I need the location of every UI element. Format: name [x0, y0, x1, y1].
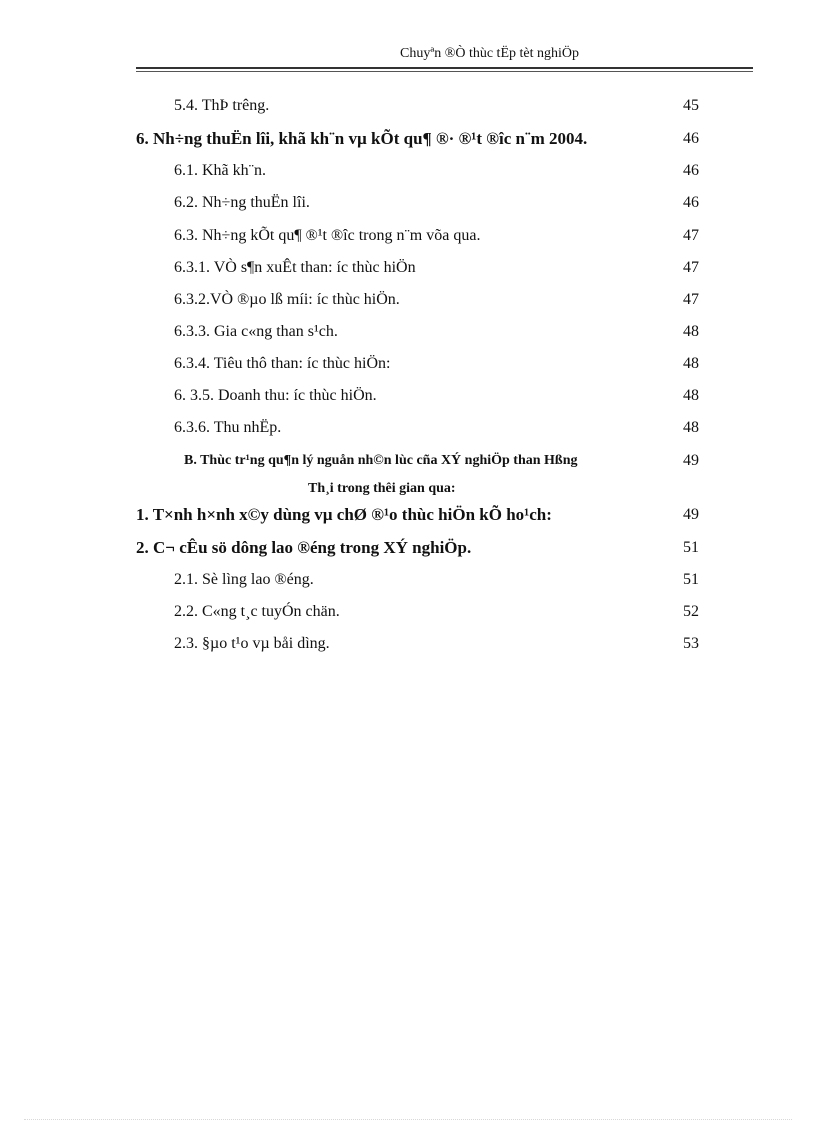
- toc-entry-page: 51: [683, 539, 699, 556]
- toc-entry: [0, 290, 816, 320]
- toc-entry-text: 6. Nh÷ng thuËn lîi, khã kh¨n vµ kÕt qu¶ ®· ®¹t ®îc n¨m 2004.: [136, 129, 588, 148]
- toc-entry-page: 48: [683, 387, 699, 404]
- toc-entry-page: 49: [683, 506, 699, 523]
- header-rule-thin: [136, 71, 753, 72]
- toc-entry-text: 2.3. §µo t¹o vµ båi dìng.: [174, 635, 330, 652]
- header-title: Chuyªn ®Ò thùc tËp tèt nghiÖp: [400, 46, 579, 61]
- toc-entry-page: 47: [683, 291, 699, 308]
- toc-entry-text: 2.1. Sè lìng lao ®éng.: [174, 571, 314, 588]
- toc-entry-text: 6.2. Nh÷ng thuËn lîi.: [174, 194, 310, 211]
- toc-entry-text: 6.3.3. Gia c«ng than s¹ch.: [174, 323, 338, 340]
- toc-entry-text: 6. 3.5. Doanh thu: íc thùc hiÖn.: [174, 387, 377, 404]
- toc-entry-page: 47: [683, 227, 699, 244]
- toc-entry-page: 52: [683, 603, 699, 620]
- toc-entry-text: 6.3.4. Tiêu thô than: íc thùc hiÖn:: [174, 355, 391, 372]
- toc-entry-text: 6.3. Nh÷ng kÕt qu¶ ®¹t ®îc trong n¨m võa qua.: [174, 227, 481, 244]
- toc-entry-page: 49: [683, 452, 699, 469]
- toc-entry: [0, 226, 816, 256]
- toc-entry-page: 48: [683, 355, 699, 372]
- toc-entry-page: 53: [683, 635, 699, 652]
- toc-entry-text: Th¸i trong thêi gian qua:: [308, 481, 456, 496]
- toc-entry-page: 46: [683, 130, 699, 147]
- toc-entry: [0, 386, 816, 416]
- toc-entry-text: 1. T×nh h×nh x©y dùng vµ chØ ®¹o thùc hiÖn kÕ ho¹ch:: [136, 505, 552, 524]
- toc-entry-text: 2. C¬ cÊu sö dông lao ®éng trong XÝ nghiÖp.: [136, 538, 472, 557]
- toc-entry: [0, 505, 816, 535]
- toc-entry: [0, 193, 816, 223]
- toc-entry: [0, 258, 816, 288]
- toc-entry-page: 48: [683, 419, 699, 436]
- toc-entry-text: 6.1. Khã kh¨n.: [174, 162, 266, 179]
- header-rule-thick: [136, 67, 753, 69]
- toc-entry-page: 46: [683, 194, 699, 211]
- toc-entry: [0, 418, 816, 448]
- toc-entry-page: 45: [683, 97, 699, 114]
- toc-entry: [0, 451, 816, 481]
- toc-entry-text: 6.3.1. VÒ s¶n xuÊt than: íc thùc hiÖn: [174, 259, 416, 276]
- toc-entry-page: 46: [683, 162, 699, 179]
- toc-entry: [0, 602, 816, 632]
- toc-entry: [0, 570, 816, 600]
- toc-entry-page: 47: [683, 259, 699, 276]
- toc-entry: [0, 322, 816, 352]
- toc-entry: [0, 129, 816, 159]
- toc-entry: [0, 161, 816, 191]
- toc-entry-text: B. Thùc tr¹ng qu¶n lý nguån nh©n lùc cña XÝ nghiÖp than Hßng: [184, 453, 578, 468]
- toc-entry-text: 5.4. ThÞ trêng.: [174, 97, 270, 114]
- toc-entry-text: 2.2. C«ng t¸c tuyÓn chän.: [174, 603, 340, 620]
- toc-entry-page: 48: [683, 323, 699, 340]
- page-edge: [24, 1119, 792, 1120]
- toc-entry: [0, 96, 816, 126]
- toc-entry-text: 6.3.2.VÒ ®µo lß míi: íc thùc hiÖn.: [174, 291, 400, 308]
- toc-entry: [0, 538, 816, 568]
- toc-entry-text: 6.3.6. Thu nhËp.: [174, 419, 282, 436]
- toc-entry-page: 51: [683, 571, 699, 588]
- toc-entry: [0, 634, 816, 664]
- toc-entry: [0, 354, 816, 384]
